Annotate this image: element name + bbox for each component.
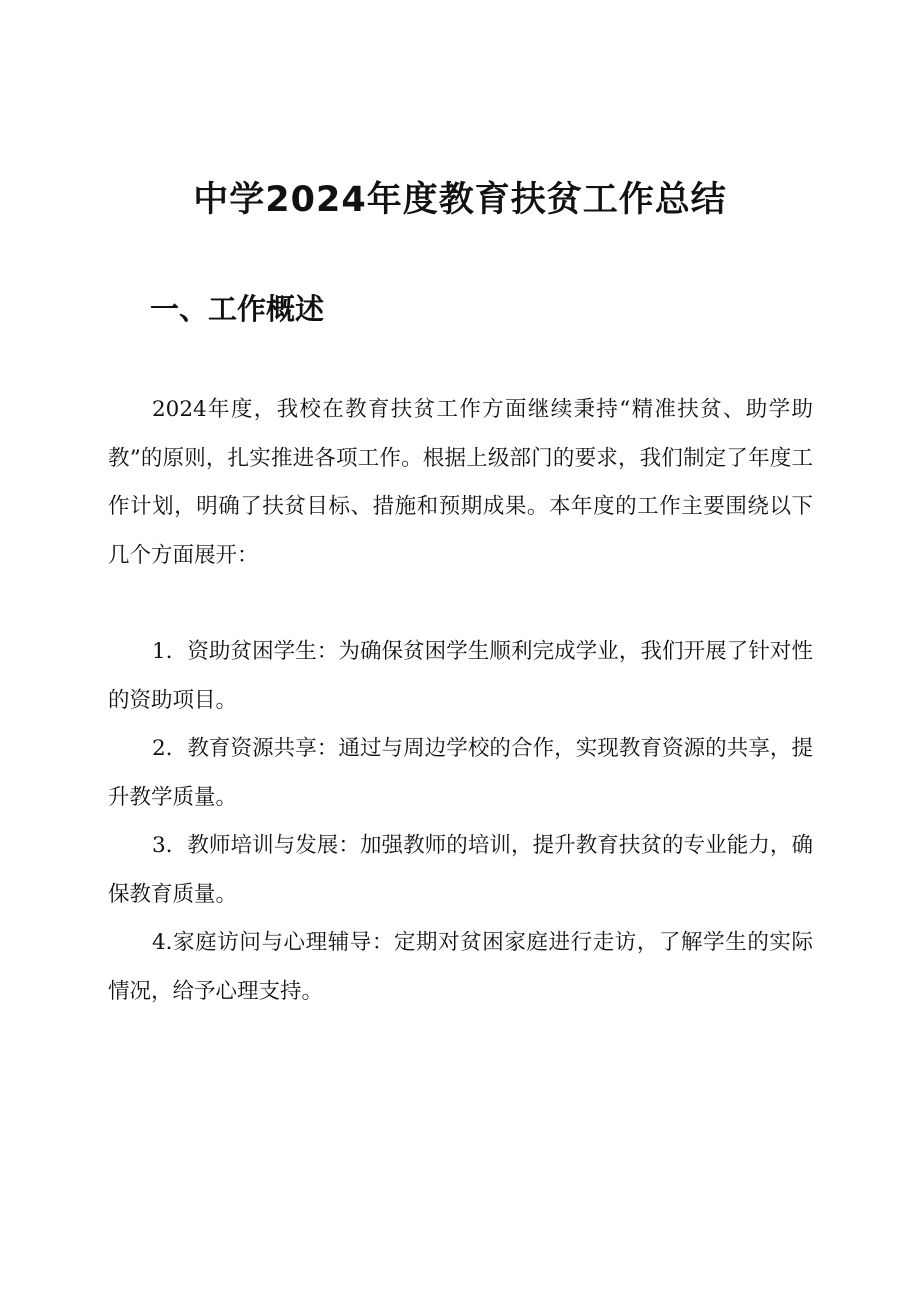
list-item: 2．教育资源共享：通过与周边学校的合作，实现教育资源的共享，提升教学质量。 xyxy=(108,736,813,810)
section-heading-overview: 一、工作概述 xyxy=(150,292,325,326)
list-item: 1．资助贫困学生：为确保贫困学生顺利完成学业，我们开展了针对性的资助项目。 xyxy=(108,639,813,713)
list-item: 3．教师培训与发展：加强教师的培训，提升教育扶贫的专业能力，确保教育质量。 xyxy=(108,833,813,907)
list-item: 4.家庭访问与心理辅导：定期对贫困家庭进行走访，了解学生的实际情况，给予心理支持。 xyxy=(108,930,813,1004)
intro-paragraph: 2024年度，我校在教育扶贫工作方面继续秉持“精准扶贫、助学助教”的原则，扎实推进各项工作。根据上级部门的要求，我们制定了年度工作计划，明确了扶贫目标、措施和预期成果。本年度的工作主要围绕以下几个方面展开： xyxy=(108,397,813,568)
document-title: 中学2024年度教育扶贫工作总结 xyxy=(193,180,727,220)
